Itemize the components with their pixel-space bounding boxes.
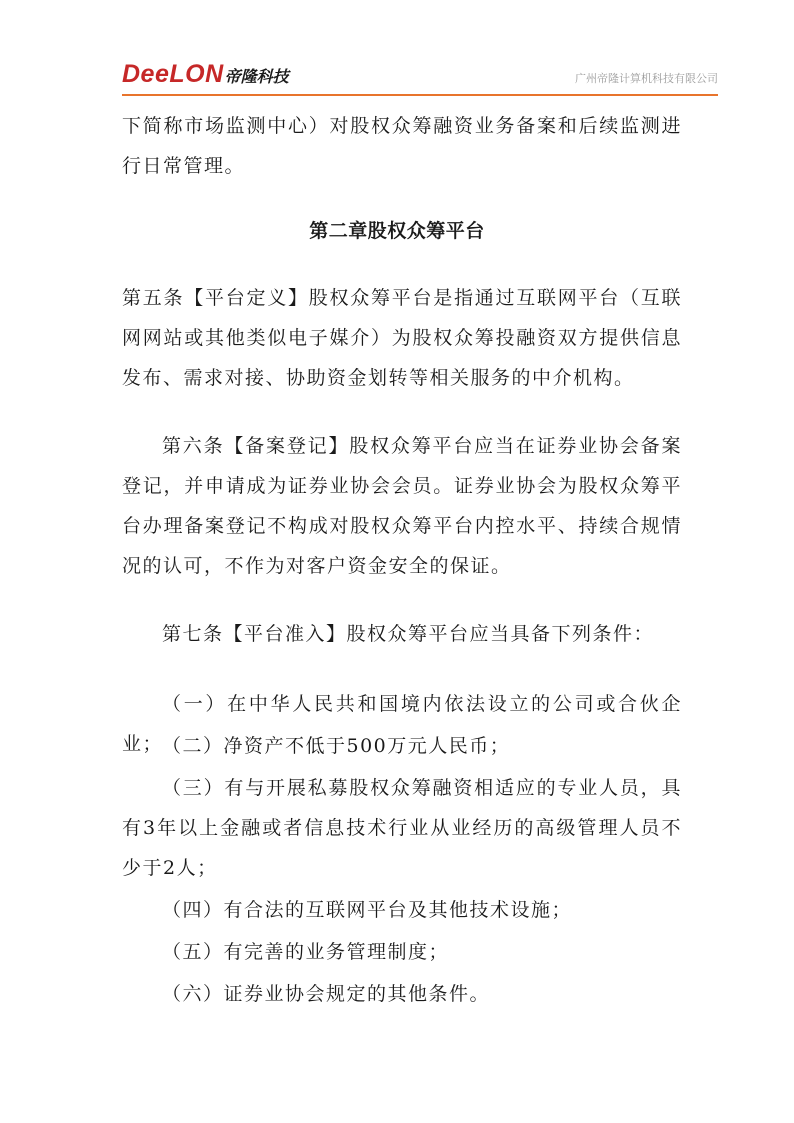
article-6: 第六条【备案登记】股权众筹平台应当在证券业协会备案登记，并申请成为证券业协会会员。证券业协会为股权众筹平台办理备案登记不构成对股权众筹平台内控水平、持续合规情况的认可，不作为对客户资金安全的保证。 xyxy=(122,435,682,577)
chapter-heading: 第二章股权众筹平台 xyxy=(309,220,485,242)
article-7: 第七条【平台准入】股权众筹平台应当具备下列条件： xyxy=(162,623,655,645)
logo-wordmark: DeeLON xyxy=(122,59,224,88)
condition-item: （六）证券业协会规定的其他条件。 xyxy=(162,983,491,1005)
condition-item: （五）有完善的业务管理制度； xyxy=(162,941,450,963)
condition-item: （四）有合法的互联网平台及其他技术设施； xyxy=(162,899,573,921)
logo-chinese-name: 帝隆科技 xyxy=(224,66,289,86)
paragraph-continuation: 下简称市场监测中心）对股权众筹融资业务备案和后续监测进行日常管理。 xyxy=(122,115,682,177)
header-divider xyxy=(122,94,718,96)
condition-item: （二）净资产不低于500万元人民币； xyxy=(162,735,511,757)
condition-item: （三）有与开展私募股权众筹融资相适应的专业人员，具有3年以上金融或者信息技术行业从业经历的高级管理人员不少于2人； xyxy=(122,777,682,879)
condition-item: （一）在中华人民共和国境内依法设立的公司或合伙企业； xyxy=(122,693,682,755)
deelon-logo xyxy=(122,58,289,90)
page-header xyxy=(122,58,718,96)
company-name: 广州帝隆计算机科技有限公司 xyxy=(575,72,718,85)
article-5: 第五条【平台定义】股权众筹平台是指通过互联网平台（互联网网站或其他类似电子媒介）为股权众筹投融资双方提供信息发布、需求对接、协助资金划转等相关服务的中介机构。 xyxy=(122,287,682,389)
